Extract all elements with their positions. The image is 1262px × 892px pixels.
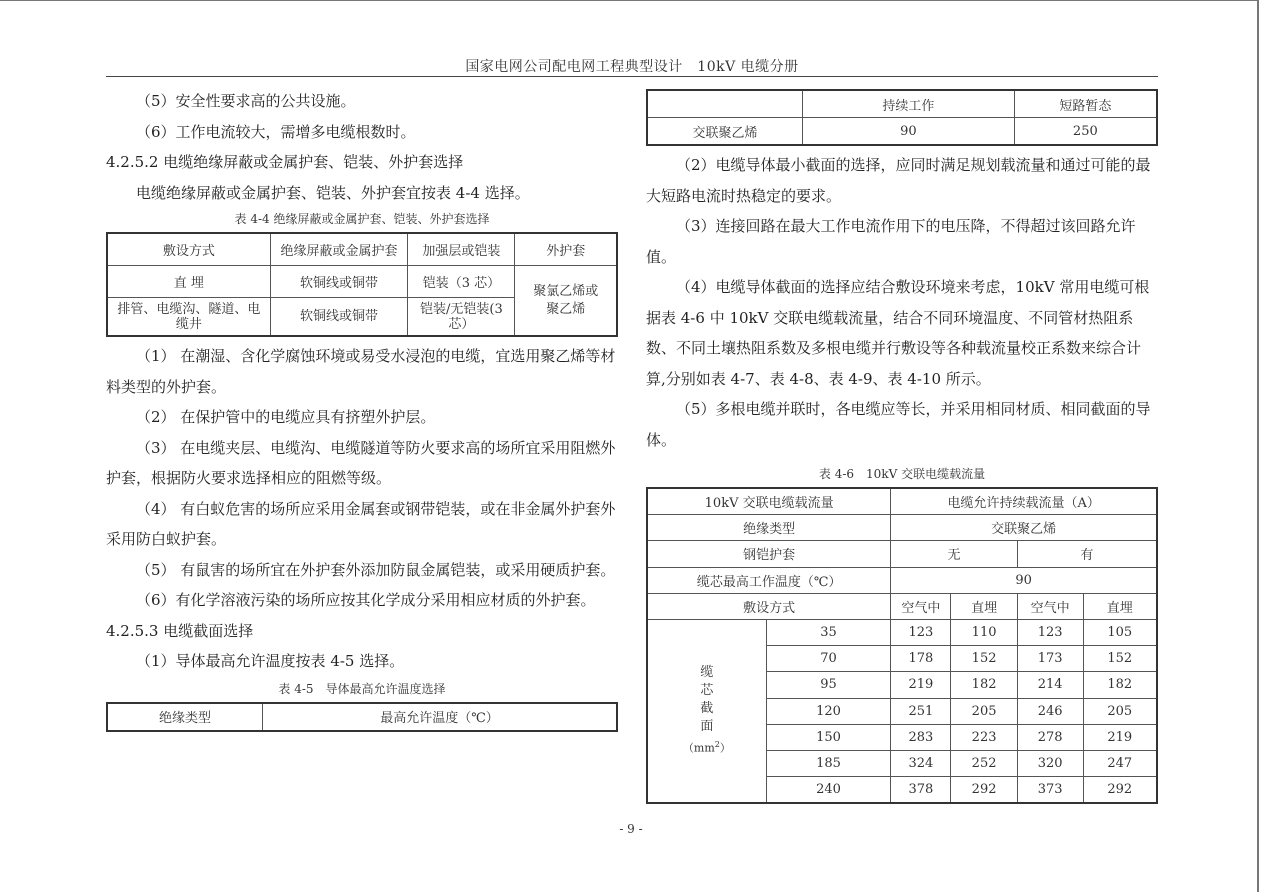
table-header-row xyxy=(107,703,617,731)
cell-shield: 软铜线或铜带 xyxy=(270,266,408,298)
note-paragraph: （6）有化学溶液污染的场所应按其化学成分采用相应材质的外护套。 xyxy=(136,591,596,609)
cell-section: 70 xyxy=(766,646,890,672)
header-cell: 敷设方式 xyxy=(107,233,270,266)
body-paragraph: （2）电缆导体最小截面的选择，应同时满足规划载流量和通过可能的最大短路电流时热稳定的要求。 xyxy=(646,156,1151,205)
unit-superscript: 2 xyxy=(714,740,720,750)
header-cell xyxy=(647,90,803,118)
cell-short-circuit: 250 xyxy=(1014,118,1157,146)
cell-value: 292 xyxy=(1083,777,1157,804)
body-paragraph: （4）电缆导体截面的选择应结合敷设环境来考虑，10kV 常用电缆可根据表 4-6 中 10kV 交联电缆载流量，结合不同环境温度、不同管材热阻系数、不同土壤热阻系数及多根电缆并行敷设等各种载流量校正系数来综合计算,分别如表 4-7、表 4-8、表 4-9、表 4-10 所示。 xyxy=(646,278,1150,388)
table-row xyxy=(647,488,1157,515)
body-paragraph: （3）连接回路在最大工作电流作用下的电压降，不得超过该回路允许值。 xyxy=(646,217,1136,266)
note-paragraph: （3） 在电缆夹层、电缆沟、电缆隧道等防火要求高的场所宜采用阻燃外护套，根据防火要求选择相应的阻燃等级。 xyxy=(106,438,616,487)
cell-label: 钢铠护套 xyxy=(647,541,891,567)
header-cell: 持续工作 xyxy=(803,90,1015,118)
table-4-5-caption: 表 4-5 导体最高允许温度选择 xyxy=(278,681,446,696)
right-column xyxy=(646,89,1158,804)
cell-value: 219 xyxy=(1083,724,1157,750)
cell-value: 无 xyxy=(891,541,1017,567)
cell-continuous: 90 xyxy=(803,118,1015,146)
label-char: 芯 xyxy=(700,683,714,699)
cell-label: 缆芯最高工作温度（℃） xyxy=(647,567,891,593)
section-item: （1）导体最高允许温度按表 4-5 选择。 xyxy=(136,652,405,670)
header-cell: 最高允许温度（℃） xyxy=(263,703,617,731)
cell-value: 373 xyxy=(1017,777,1083,804)
table-header-row xyxy=(647,90,1157,118)
unit-close: ） xyxy=(719,741,731,755)
table-row xyxy=(647,541,1157,567)
table-row xyxy=(647,593,1157,619)
table-row xyxy=(647,118,1157,146)
body-paragraph: （5）多根电缆并联时，各电缆应等长，并采用相同材质、相同截面的导体。 xyxy=(646,400,1151,449)
cross-section-label xyxy=(647,619,766,803)
cell-armor: 铠装（3 芯） xyxy=(408,266,515,298)
cell-value: 182 xyxy=(1083,672,1157,698)
note-paragraph: （2） 在保护管中的电缆应具有挤塑外护层。 xyxy=(136,408,436,426)
note-paragraph: （5） 有鼠害的场所宜在外护套外添加防鼠金属铠装，或采用硬质护套。 xyxy=(136,560,616,579)
cell-method: 直 埋 xyxy=(107,266,270,298)
cell-sheath: 聚氯乙烯或聚乙烯 xyxy=(515,266,617,337)
cell-value: 292 xyxy=(951,777,1017,804)
cell-value: 205 xyxy=(951,698,1017,724)
section-heading-4-2-5-2: 4.2.5.2 电缆绝缘屏蔽或金属护套、铠装、外护套选择 xyxy=(106,153,464,171)
note-paragraph: （1） 在潮湿、含化学腐蚀环境或易受水浸泡的电缆，宜选用聚乙烯等材料类型的外护套。 xyxy=(106,347,616,396)
cell-value: 247 xyxy=(1083,750,1157,776)
cell-value: 182 xyxy=(951,672,1017,698)
cell-value: 278 xyxy=(1017,724,1083,750)
cell-value: 246 xyxy=(1017,698,1083,724)
table-4-5-continued xyxy=(646,89,1158,146)
cell-value: 252 xyxy=(951,750,1017,776)
label-char: 截 xyxy=(700,701,714,717)
section-heading-4-2-5-3: 4.2.5.3 电缆截面选择 xyxy=(106,621,254,640)
section-intro: 电缆绝缘屏蔽或金属护套、铠装、外护套宜按表 4-4 选择。 xyxy=(136,183,530,202)
table-row xyxy=(107,266,617,298)
cell-value: 152 xyxy=(951,646,1017,672)
cell-value: 223 xyxy=(951,724,1017,750)
header-cell: 短路暂态 xyxy=(1014,90,1157,118)
cell-label: 敷设方式 xyxy=(647,593,891,619)
cell-section: 35 xyxy=(766,619,890,645)
cell-value: 205 xyxy=(1083,698,1157,724)
header-cell: 绝缘类型 xyxy=(107,703,263,731)
cell-label: 绝缘类型 xyxy=(647,515,891,541)
cell-section: 185 xyxy=(766,750,890,776)
cell-value: 123 xyxy=(891,619,951,645)
cell-value: 123 xyxy=(1017,619,1083,645)
cell-value: 直埋 xyxy=(1083,593,1157,619)
cell-value: 283 xyxy=(891,724,951,750)
list-item: （6）工作电流较大，需增多电缆根数时。 xyxy=(136,122,416,141)
label-char: 缆 xyxy=(700,665,714,681)
table-4-4-caption: 表 4-4 绝缘屏蔽或金属护套、铠装、外护套选择 xyxy=(234,212,490,226)
table-row xyxy=(647,515,1157,541)
note-paragraph: （4） 有白蚁危害的场所应采用金属套或钢带铠装，或在非金属外护套外采用防白蚁护套。 xyxy=(106,499,616,548)
header-cell: 绝缘屏蔽或金属护套 xyxy=(270,233,408,266)
table-header-row xyxy=(107,233,617,266)
table-4-6-caption: 表 4-6 10kV 交联电缆载流量 xyxy=(818,467,986,481)
list-item: （5）安全性要求高的公共设施。 xyxy=(136,92,356,110)
cell-value: 178 xyxy=(891,646,951,672)
cell-value: 251 xyxy=(891,698,951,724)
cell-value: 105 xyxy=(1083,619,1157,645)
table-row xyxy=(647,619,1157,645)
cell-label: 10kV 交联电缆载流量 xyxy=(647,488,891,515)
page-number: - 9 - xyxy=(619,822,643,836)
cell-section: 95 xyxy=(766,672,890,698)
header-cell: 外护套 xyxy=(515,233,617,266)
cell-value: 交联聚乙烯 xyxy=(891,515,1157,541)
cell-value: 110 xyxy=(951,619,1017,645)
cell-section: 150 xyxy=(766,724,890,750)
table-row xyxy=(647,567,1157,593)
cell-section: 240 xyxy=(766,777,890,804)
table-4-6 xyxy=(646,487,1158,804)
cell-value: 173 xyxy=(1017,646,1083,672)
left-column xyxy=(106,86,618,732)
label-char: 面 xyxy=(700,719,714,735)
cell-value: 214 xyxy=(1017,672,1083,698)
cell-insulation: 交联聚乙烯 xyxy=(647,118,803,146)
unit-label xyxy=(651,736,763,758)
cell-value: 378 xyxy=(891,777,951,804)
table-4-4 xyxy=(106,232,618,337)
unit-text: （mm xyxy=(682,741,715,755)
running-header: 国家电网公司配电网工程典型设计 10kV 电缆分册 xyxy=(465,59,799,75)
cell-armor: 铠装/无铠装(3芯） xyxy=(408,298,515,337)
cell-value: 空气中 xyxy=(891,593,951,619)
cell-value: 152 xyxy=(1083,646,1157,672)
cell-value: 直埋 xyxy=(951,593,1017,619)
cell-value: 有 xyxy=(1017,541,1157,567)
cell-shield: 软铜线或铜带 xyxy=(270,298,408,337)
table-4-5-header xyxy=(106,702,618,732)
cell-value: 324 xyxy=(891,750,951,776)
header-cell: 加强层或铠装 xyxy=(408,233,515,266)
cell-section: 120 xyxy=(766,698,890,724)
cell-value: 219 xyxy=(891,672,951,698)
cell-value: 320 xyxy=(1017,750,1083,776)
cell-value: 电缆允许持续载流量（A） xyxy=(891,488,1157,515)
cell-value: 90 xyxy=(891,567,1157,593)
cell-method: 排管、电缆沟、隧道、电缆井 xyxy=(107,298,270,337)
header-rule xyxy=(106,76,1158,77)
cell-value: 空气中 xyxy=(1017,593,1083,619)
